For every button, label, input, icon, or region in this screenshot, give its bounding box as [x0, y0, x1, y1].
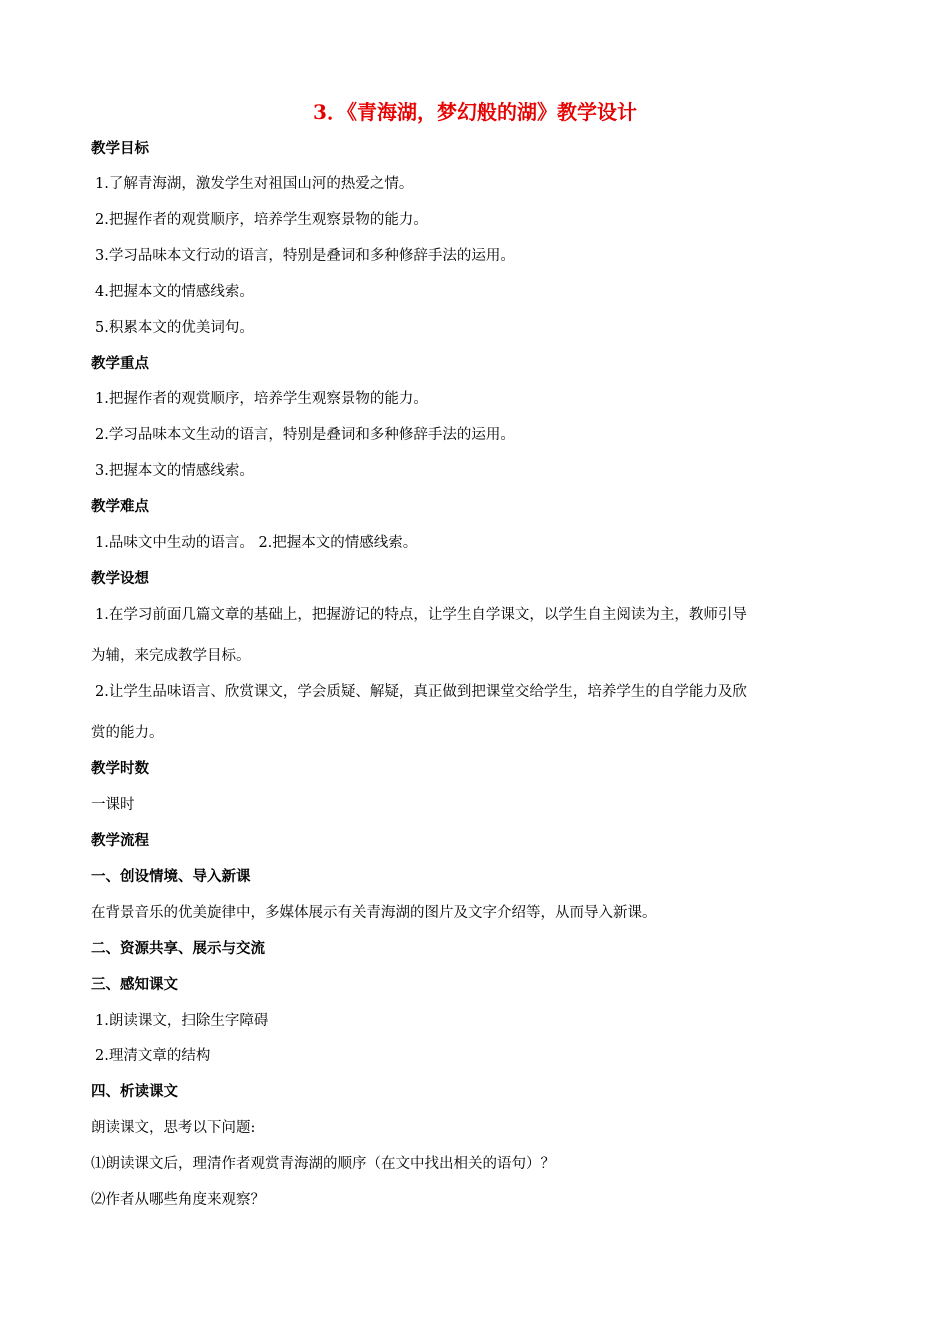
process-heading: 教学流程 [91, 832, 149, 849]
difficulties-heading: 教学难点 [91, 498, 149, 515]
objectives-heading: 教学目标 [91, 140, 149, 157]
hours-value: 一课时 [91, 797, 135, 813]
step1-heading: 一、创设情境、导入新课 [91, 868, 251, 885]
document-title: 3．《青海湖，梦幻般的湖》教学设计 [313, 100, 637, 124]
hours-heading: 教学时数 [91, 760, 149, 777]
step3-item: 1.朗读课文，扫除生字障碍 [95, 1013, 269, 1029]
objective-item: 3.学习品味本文行动的语言，特别是叠词和多种修辞手法的运用。 [95, 248, 515, 264]
design-idea-line: 2.让学生品味语言、欣赏课文，学会质疑、解疑，真正做到把课堂交给学生，培养学生的自学能力及欣 [95, 684, 747, 700]
key-points-heading: 教学重点 [91, 355, 149, 372]
step4-question: ⑵作者从哪些角度来观察？ [91, 1192, 265, 1208]
design-idea-line: 1.在学习前面几篇文章的基础上，把握游记的特点，让学生自学课文，以学生自主阅读为主，教师引导 [95, 607, 747, 623]
objective-item: 1.了解青海湖，激发学生对祖国山河的热爱之情。 [95, 176, 414, 192]
step1-text: 在背景音乐的优美旋律中，多媒体展示有关青海湖的图片及文字介绍等，从而导入新课。 [91, 905, 657, 921]
objective-item: 5.积累本文的优美词句。 [95, 320, 254, 336]
step4-question: ⑴朗读课文后，理清作者观赏青海湖的顺序（在文中找出相关的语句）？ [91, 1156, 555, 1172]
step2-heading: 二、资源共享、展示与交流 [91, 940, 265, 957]
step3-item: 2.理清文章的结构 [95, 1048, 211, 1064]
objective-item: 2.把握作者的观赏顺序，培养学生观察景物的能力。 [95, 212, 428, 228]
step4-intro: 朗读课文，思考以下问题: [91, 1120, 256, 1136]
design-idea-line: 为辅，来完成教学目标。 [91, 648, 251, 664]
key-point-item: 2.学习品味本文生动的语言，特别是叠词和多种修辞手法的运用。 [95, 427, 515, 443]
design-ideas-heading: 教学设想 [91, 570, 149, 587]
step3-heading: 三、感知课文 [91, 976, 178, 993]
objective-item: 4.把握本文的情感线索。 [95, 284, 254, 300]
design-idea-line: 赏的能力。 [91, 725, 164, 741]
step4-heading: 四、析读课文 [91, 1083, 178, 1100]
key-point-item: 1.把握作者的观赏顺序，培养学生观察景物的能力。 [95, 391, 428, 407]
difficulty-item: 1.品味文中生动的语言。 2.把握本文的情感线索。 [95, 535, 418, 551]
key-point-item: 3.把握本文的情感线索。 [95, 463, 254, 479]
